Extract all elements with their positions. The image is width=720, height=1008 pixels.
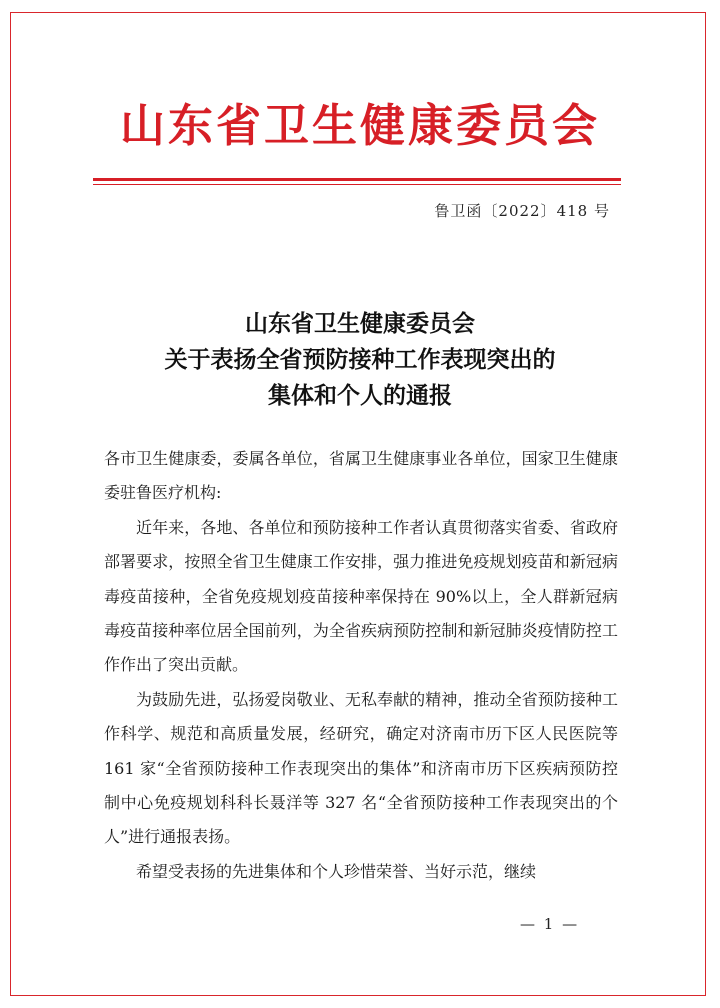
document-number: 鲁卫函〔2022〕418 号 [434,202,610,220]
body-paragraph: 希望受表扬的先进集体和个人珍惜荣誉、当好示范，继续 [136,861,537,881]
masthead-red-rule [93,178,621,181]
document-title [0,306,720,414]
title-line: 集体和个人的通报 [268,382,452,409]
document-masthead: 山东省卫生健康委员会 [119,99,600,152]
title-line: 山东省卫生健康委员会 [245,310,475,337]
masthead-red-rule-thin [93,184,621,185]
page-number: — 1 — [520,915,580,933]
salutation: 各市卫生健康委，委属各单位，省属卫生健康事业各单位，国家卫生健康委驻鲁医疗机构: [104,449,618,503]
title-line: 关于表扬全省预防接种工作表现突出的 [164,346,556,373]
body-paragraph: 为鼓励先进，弘扬爱岗敬业、无私奉献的精神，推动全省预防接种工作科学、规范和高质量发展，经研究，确定对济南市历下区人民医院等 161 家“全省预防接种工作表现突出的集体”和济南市历下区疾病预防控制中心免疫规划科科长聂洋等 327 名“全省预防接种工作表现突出的个人”进行通报表扬。 [104,689,618,847]
body-paragraph: 近年来，各地、各单位和预防接种工作者认真贯彻落实省委、省政府部署要求，按照全省卫生健康工作安排，强力推进免疫规划疫苗和新冠病毒疫苗接种，全省免疫规划疫苗接种率保持在 90%以上，全人群新冠病毒疫苗接种率位居全国前列，为全省疾病预防控制和新冠肺炎疫情防控工作作出了突出贡献。 [104,517,618,675]
document-body [104,442,618,889]
